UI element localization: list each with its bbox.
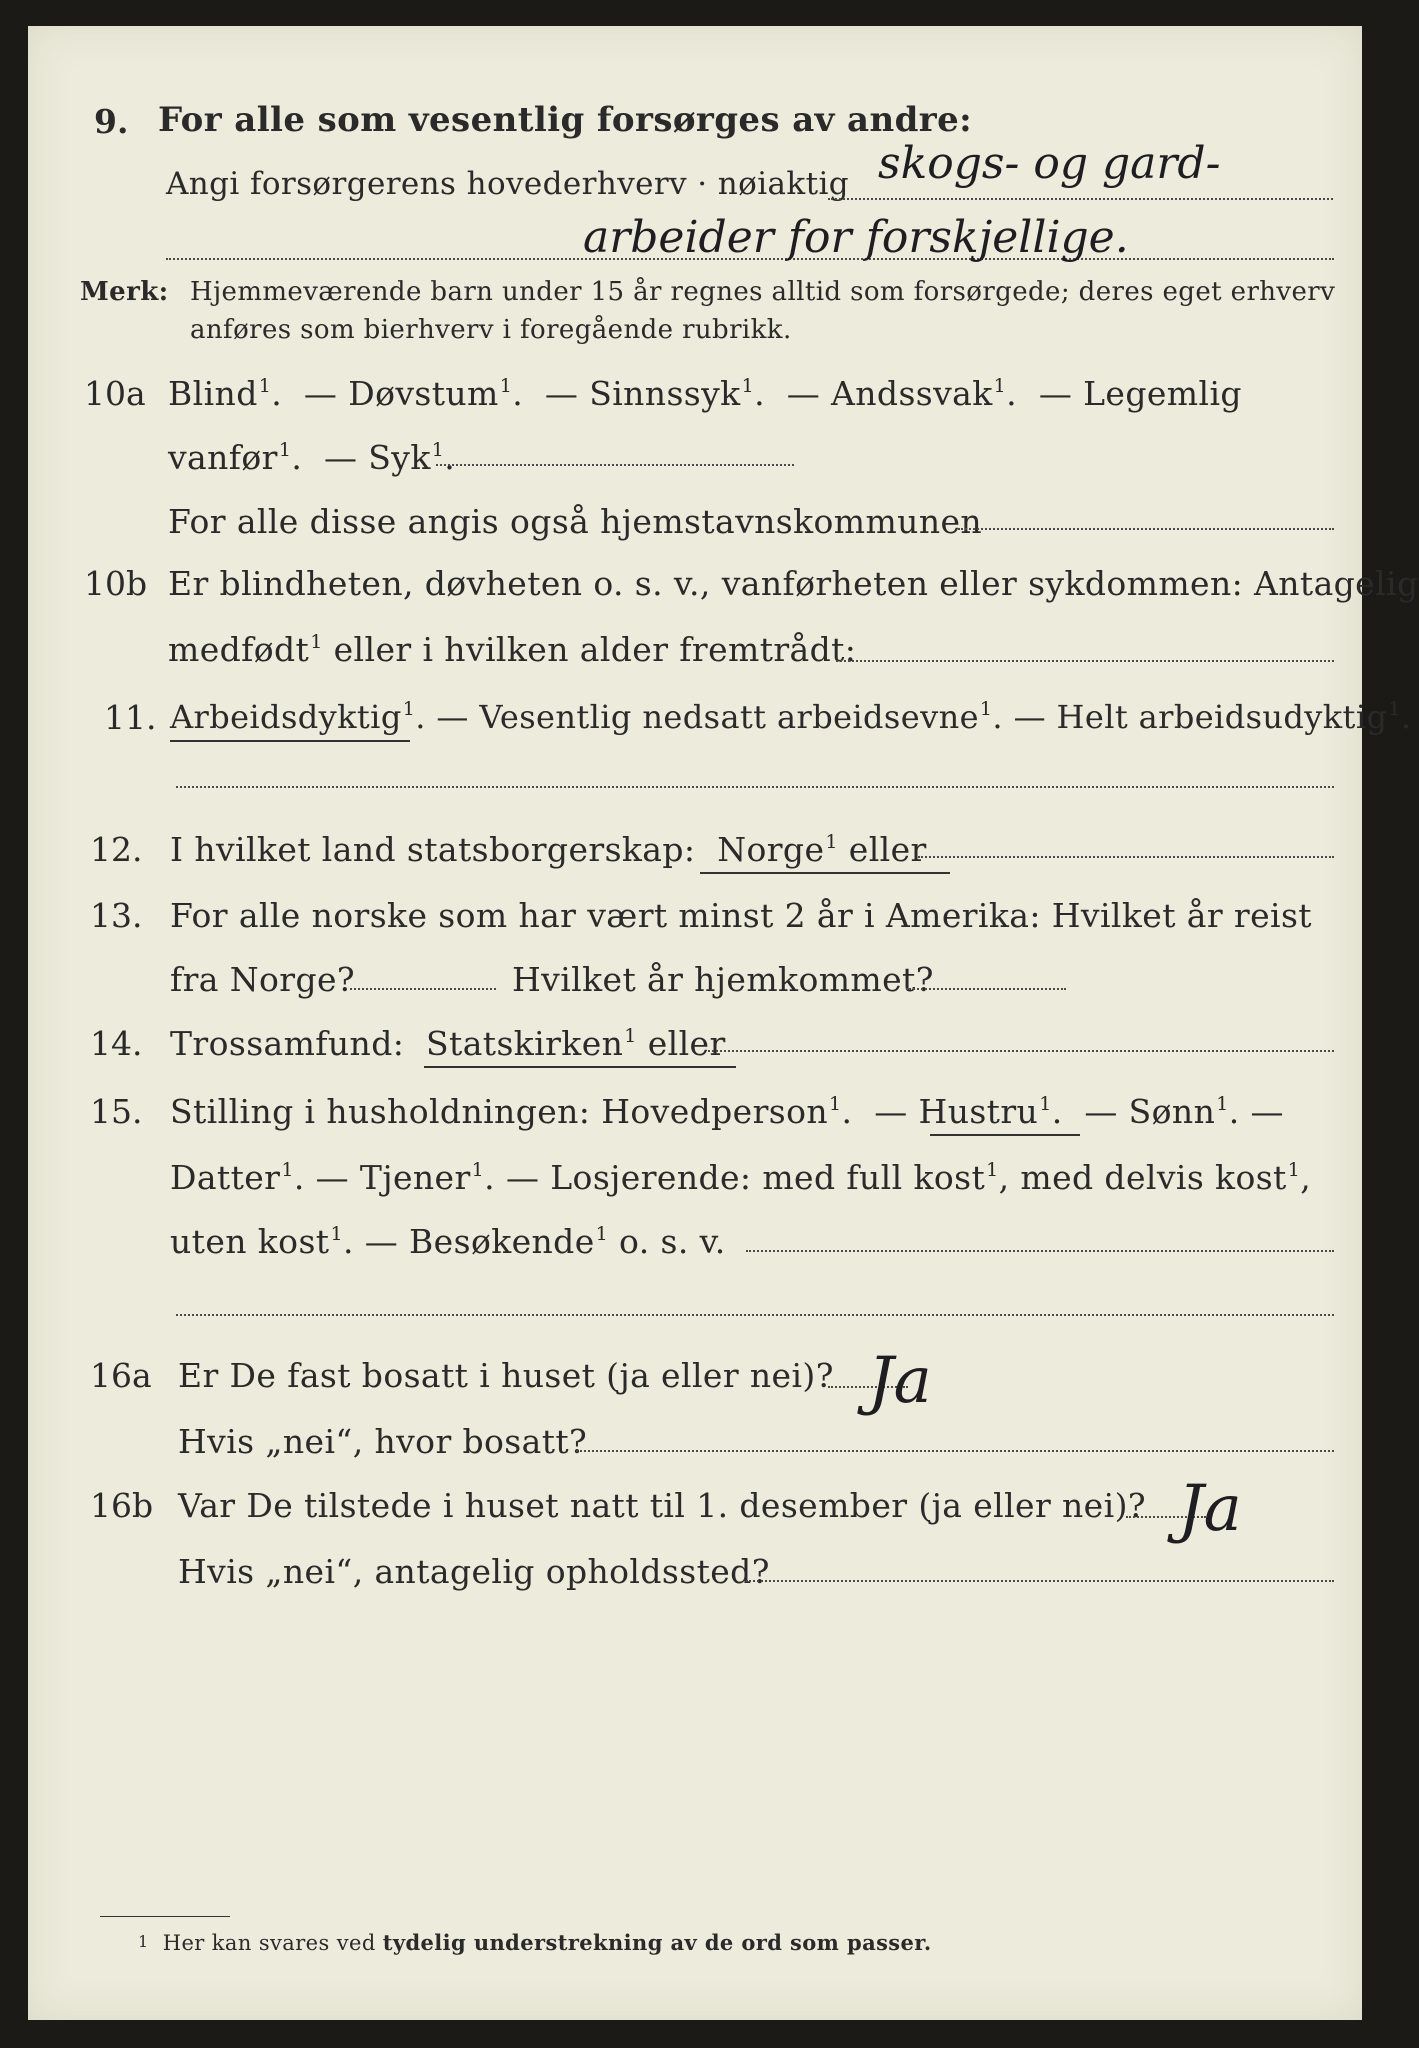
footnote-ref: 1 (986, 1159, 999, 1181)
handwritten-underline-norge (700, 872, 950, 874)
q10a-line-1: Blind$^1$. — Døvstum$^1$. — Sinnssyk$^1$. — Andssvak$^1$. — Legemlig (168, 374, 1242, 413)
q16a-bosatt-answer-line[interactable] (576, 1450, 1334, 1452)
option-datter[interactable]: Datter (170, 1158, 281, 1197)
merk-line-1: Hjemmeværende barn under 15 år regnes alltid som forsørgede; deres eget erhverv (190, 277, 1336, 307)
option-dovstum[interactable]: — Døvstum (303, 374, 499, 413)
q15-answer-line[interactable] (746, 1250, 1334, 1252)
q16a-number: 16a (90, 1356, 152, 1395)
q12-text: I hvilket land statsborgerskap: (170, 830, 696, 869)
handwritten-underline-arbeidsdyktig (170, 740, 410, 742)
footnote-ref: 1 (1388, 698, 1401, 720)
footnote-ref: 1 (624, 1025, 637, 1047)
footnote-ref: 1 (1216, 1093, 1229, 1115)
q10b-line-1: Er blindheten, døvheten o. s. v., vanførheten eller sykdommen: Antagelig (168, 564, 1419, 603)
q9-handwritten-answer-1: skogs- og gard- (878, 138, 1221, 189)
footnote-ref: 1 (258, 375, 272, 397)
merk-label: Merk: (80, 277, 169, 307)
q16b-opholdssted-answer-line[interactable] (746, 1580, 1334, 1582)
q13-number: 13. (90, 896, 143, 935)
footnote-ref: 1 (431, 439, 445, 461)
q15-line-2: Datter$^1$. — Tjener$^1$. — Losjerende: med full kost$^1$, med delvis kost$^1$, (170, 1158, 1312, 1197)
footnote (138, 1930, 932, 1955)
option-arbeidsudyktig[interactable]: — Helt arbeidsudyktig (1013, 698, 1388, 736)
option-vanfor[interactable]: vanfør (168, 438, 278, 477)
footnote-ref: 1 (499, 375, 513, 397)
q9-number: 9. (94, 102, 129, 141)
footnote-ref: 1 (1287, 1159, 1301, 1181)
option-blind[interactable]: Blind (168, 374, 258, 413)
footnote-mark: 1 (138, 1932, 149, 1951)
q10b-answer-line[interactable] (836, 660, 1334, 662)
footnote-ref: 1 (278, 439, 292, 461)
handwritten-underline-statskirken (424, 1066, 736, 1068)
footnote-ref: 1 (741, 375, 755, 397)
merk-line-2: anføres som bierhverv i foregående rubrikk. (190, 315, 792, 345)
q15-number: 15. (90, 1092, 143, 1131)
q10a-hjemstavn-answer-line[interactable] (958, 528, 1334, 530)
q15-extra-line[interactable] (176, 1314, 1334, 1316)
option-legemlig[interactable]: — Legemlig (1038, 374, 1242, 413)
option-andssvak[interactable]: — Andssvak (786, 374, 993, 413)
option-delvis-kost[interactable]: , med delvis kost (998, 1158, 1287, 1197)
option-statskirken[interactable]: Statskirken (426, 1024, 624, 1063)
q16a-handwritten-answer: Ja (868, 1344, 932, 1418)
q9-answer-line-1[interactable] (828, 198, 1333, 200)
option-losjerende-full-kost[interactable]: — Losjerende: med full kost (505, 1158, 986, 1197)
option-syk[interactable]: — Syk (324, 438, 431, 477)
q16a-line-2: Hvis „nei“, hvor bosatt? (178, 1422, 588, 1461)
q10b-line-2 (168, 630, 856, 669)
footnote-ref: 1 (471, 1159, 485, 1181)
q9-prompt: Angi forsørgerens hovederhverv · nøiaktig (166, 166, 850, 202)
q12-number: 12. (90, 830, 143, 869)
option-sonn[interactable]: — Sønn (1084, 1092, 1216, 1131)
option-tjener[interactable]: — Tjener (315, 1158, 471, 1197)
q10b-number: 10b (84, 564, 148, 603)
q11-number: 11. (104, 698, 157, 737)
option-sinnssyk[interactable]: — Sinnssyk (544, 374, 741, 413)
option-hovedperson[interactable]: Stilling i husholdningen: Hovedperson (170, 1092, 829, 1131)
option-besokende[interactable]: — Besøkende (364, 1222, 595, 1261)
option-medfodt[interactable]: medfødt (168, 630, 310, 669)
q16b-number: 16b (90, 1486, 154, 1525)
option-nedsatt-arbeidsevne[interactable]: — Vesentlig nedsatt arbeidsevne (436, 698, 979, 736)
q10a-number: 10a (84, 374, 146, 413)
q13-hjemkommet-answer-line[interactable] (906, 988, 1066, 990)
q12-answer-line[interactable] (918, 856, 1334, 858)
q10a-syk-answer-line[interactable] (436, 464, 794, 466)
q11-extra-line[interactable] (176, 786, 1334, 788)
q15-line-1: Stilling i husholdningen: Hovedperson$^1$. — Hustru$^1$. — Sønn$^1$. — (170, 1092, 1284, 1131)
option-hustru[interactable]: Hustru (918, 1092, 1039, 1131)
q10b-line-2-text: eller i hvilken alder fremtrådt: (333, 630, 857, 669)
q14-answer-line[interactable] (708, 1050, 1334, 1052)
footnote-text-a: Her kan svares ved (162, 1931, 376, 1955)
q10a-line-3: For alle disse angis også hjemstavnskommunen (168, 502, 983, 541)
footnote-ref: 1 (330, 1223, 343, 1245)
q9-title: For alle som vesentlig forsørges av andre: (158, 100, 973, 140)
footnote-rule (100, 1916, 230, 1917)
footnote-ref: 1 (1039, 1093, 1052, 1115)
q14-number: 14. (90, 1024, 143, 1063)
footnote-ref: 1 (310, 631, 323, 653)
option-norge[interactable]: Norge (717, 830, 825, 869)
handwritten-underline-hustru (930, 1134, 1080, 1136)
census-form-page (28, 26, 1419, 2020)
footnote-text-b: tydelig understrekning av de ord som passer. (382, 1930, 932, 1955)
q16b-handwritten-answer: Ja (1178, 1472, 1242, 1546)
footnote-ref: 1 (825, 831, 838, 853)
q13-reist-answer-line[interactable] (350, 988, 496, 990)
q13-line-1: For alle norske som har vært minst 2 år i Amerika: Hvilket år reist (170, 896, 1312, 935)
q14-eller: eller (647, 1024, 726, 1063)
option-arbeidsdyktig[interactable]: Arbeidsdyktig (170, 698, 402, 736)
footnote-ref: 1 (281, 1159, 294, 1181)
q14-line (170, 1024, 726, 1063)
q9-handwritten-answer-2: arbeider for forskjellige. (583, 212, 1129, 263)
footnote-ref: 1 (979, 698, 993, 720)
q16a-line-1: Er De fast bosatt i huset (ja eller nei)? (178, 1356, 834, 1395)
footnote-ref: 1 (829, 1093, 842, 1115)
footnote-ref: 1 (595, 1223, 609, 1245)
footnote-ref: 1 (402, 698, 416, 720)
q10a-line-2: vanfør$^1$. — Syk$^1$. (168, 438, 456, 477)
q16b-line-2: Hvis „nei“, antagelig opholdssted? (178, 1552, 770, 1591)
footnote-ref: 1 (993, 375, 1007, 397)
q15-line-3: uten kost$^1$. — Besøkende$^1$ o. s. v. (170, 1222, 726, 1261)
q13-line-2b: Hvilket år hjemkommet? (512, 960, 934, 999)
q14-text: Trossamfund: (170, 1024, 405, 1063)
q16b-line-1: Var De tilstede i huset natt til 1. desember (ja eller nei)? (178, 1486, 1146, 1525)
q11-line-1: Arbeidsdyktig$^1$. — Vesentlig nedsatt arbeidsevne$^1$. — Helt arbeidsudyktig$^1$. (170, 698, 1412, 736)
q13-line-2a: fra Norge? (170, 960, 356, 999)
q15-osv: o. s. v. (619, 1222, 726, 1261)
option-uten-kost[interactable]: uten kost (170, 1222, 330, 1261)
q12-line (170, 830, 927, 869)
q12-eller: eller (848, 830, 927, 869)
